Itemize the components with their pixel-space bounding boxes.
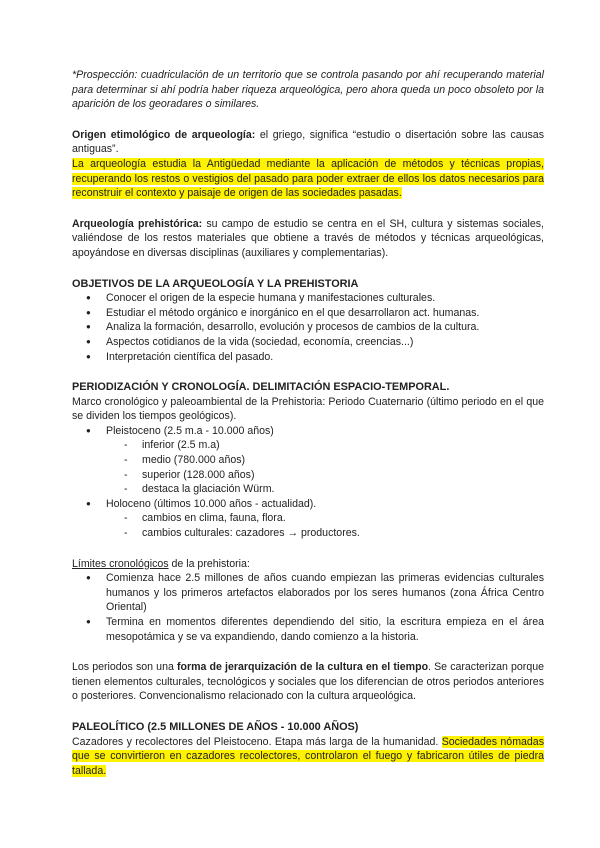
periodos-post: . Se caracterizan porque tienen elementos culturales, tecnológicos y sociales que los diferencian de otros periodos anteriores o posteriores. Convencionalismo relacionado con la cultura arqueológica. <box>72 661 545 703</box>
paleolitico-heading: PALEOLÍTICO (2.5 MILLONES DE AÑOS - 10.000 AÑOS) <box>72 720 359 733</box>
list-item <box>72 615 544 644</box>
sub-list-item: - medio (780.000 años) <box>72 453 544 468</box>
pleistoceno-label: Pleistoceno (2.5 m.a - 10.000 años) <box>106 424 274 437</box>
periodos-list-2 <box>72 497 544 512</box>
prehistorica-text: su campo de estudio se centra en el SH, cultura y sistemas sociales, valiéndose de los restos materiales que obtiene a través de métodos y técnicas arqueológicas, apoyándose en diversas disciplinas (auxiliares y complementarias). <box>72 217 544 259</box>
origen-highlight <box>72 157 544 201</box>
sub-list-item: - inferior (2.5 m.a) <box>72 438 544 453</box>
paleolitico-paragraph <box>72 735 544 779</box>
prehistorica-paragraph <box>72 217 544 261</box>
sub-list-item: - superior (128.000 años) <box>72 468 544 483</box>
objetivos-heading: OBJETIVOS DE LA ARQUEOLOGÍA Y LA PREHISTORIA <box>72 277 359 290</box>
list-item: ● Interpretación científica del pasado. <box>72 350 544 365</box>
holoceno-sublist <box>72 511 544 540</box>
holoceno-label: Holoceno (últimos 10.000 años - actualidad). <box>106 497 317 510</box>
origen-paragraph <box>72 128 544 157</box>
limites-intro <box>72 557 544 572</box>
list-item <box>72 571 544 615</box>
objetivos-list <box>72 291 544 364</box>
list-item-holoceno <box>72 497 544 512</box>
periodos-paragraph <box>72 660 544 704</box>
periodos-bold: forma de jerarquización de la cultura en el tiempo <box>176 661 429 674</box>
limites-list <box>72 571 544 644</box>
highlight-text: Sociedades nómadas que se convirtieron en cazadores recolectores, controlaron el fuego y fabricaron útiles de piedra tallada. <box>72 735 544 777</box>
sub-list-item: - cambios culturales: cazadores → productores. <box>72 526 544 541</box>
list-item: ● Conocer el origen de la especie humana y manifestaciones culturales. <box>72 291 544 306</box>
periodos-pre: Los periodos son una <box>72 661 177 674</box>
sub-list-item: - cambios en clima, fauna, flora. <box>72 511 544 526</box>
limites-item-text: ● Comienza hace 2.5 millones de años cuando empiezan las primeras evidencias culturales humanos y los primeros artefactos elaborados por los seres humanos (zona África Centro Oriental) <box>106 572 544 614</box>
periodos-list <box>72 424 544 439</box>
sub-list-item: - destaca la glaciación Würm. <box>72 482 544 497</box>
document-page <box>72 68 544 778</box>
origen-text: el griego, significa “estudio o disertación sobre las causas antiguas”. <box>72 128 544 156</box>
prehistorica-term: Arqueología prehistórica: <box>72 217 203 230</box>
limites-item-text: ● Termina en momentos diferentes dependiendo del sitio, la escritura empieza en el área mesopotámica y se va expandiendo, dando comienzo a la historia. <box>106 616 544 643</box>
periodizacion-intro: Marco cronológico y paleoambiental de la Prehistoria: Periodo Cuaternario (último periodo en el que se dividen los tiempos geológicos). <box>72 395 544 423</box>
highlight-text: La arqueología estudia la Antigüedad mediante la aplicación de métodos y técnicas propias, recuperando los restos o vestigios del pasado para poder extraer de ellos los datos necesarios para reconstruir el contexto y paisaje de origen de las sociedades pasadas. <box>72 157 544 200</box>
limites-underlined: Límites cronológicos <box>72 557 169 570</box>
list-item-pleistoceno <box>72 424 544 439</box>
periodizacion-heading: PERIODIZACIÓN Y CRONOLOGÍA. DELIMITACIÓN ESPACIO-TEMPORAL. <box>72 381 450 394</box>
pleistoceno-sublist <box>72 438 544 496</box>
prospeccion-note: *Prospección: cuadriculación de un territorio que se controla pasando por ahí recuperando material para determinar si ahí podría haber riqueza arqueológica, pero ahora queda un poco obsoleto por la aparición de los georadares o similares. <box>72 69 544 111</box>
list-item: ● Estudiar el método orgánico e inorgánico en el que desarrollaron act. humanas. <box>72 306 544 321</box>
list-item: ● Analiza la formación, desarrollo, evolución y procesos de cambios de la cultura. <box>72 320 544 335</box>
list-item: ● Aspectos cotidianos de la vida (sociedad, economía, creencias...) <box>72 335 544 350</box>
paleolitico-text: Cazadores y recolectores del Pleistoceno. Etapa más larga de la humanidad. <box>72 735 442 748</box>
limites-rest: de la prehistoria: <box>168 557 250 570</box>
origen-term: Origen etimológico de arqueología: <box>72 128 256 141</box>
